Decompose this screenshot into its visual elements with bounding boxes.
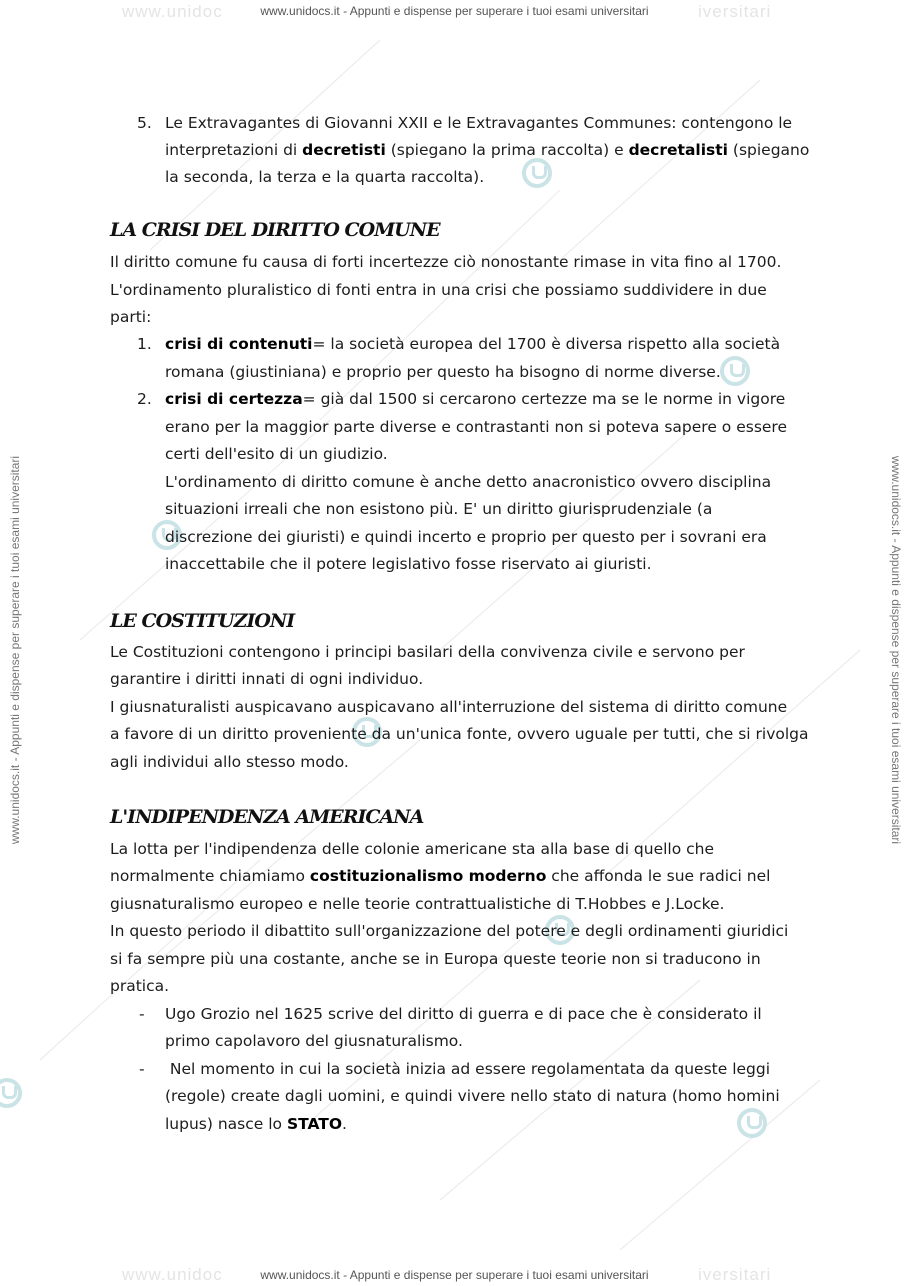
list-item-line: Nel momento in cui la società inizia ad essere regolamentata da queste leggi — [165, 1060, 771, 1078]
list-item-line: discrezione dei giuristi) e quindi incerto e proprio per questo per i sovrani era — [165, 528, 767, 546]
list-item-line: situazioni irreali che non esistono più. E' un diritto giurisprudenziale (a — [165, 500, 713, 518]
list-marker: 2. — [137, 390, 152, 408]
bold-term: decretisti — [302, 141, 386, 159]
watermark-ghost-left: www.unidoc — [122, 1265, 223, 1284]
list-item-line: inaccettabile che il potere legislativo fosse riservato ai giuristi. — [165, 555, 652, 573]
list-item-line: certi dell'esito di un giudizio. — [165, 445, 388, 463]
list-item-line: interpretazioni di decretisti (spiegano la prima raccolta) e decretalisti (spiegano — [165, 141, 810, 159]
section-heading: LE COSTITUZIONI — [110, 610, 295, 632]
list-item-line: romana (giustiniana) e proprio per questo ha bisogno di norme diverse. — [165, 363, 721, 381]
bold-term: decretalisti — [628, 141, 728, 159]
watermark-bottom: www.unidocs.it - Appunti e dispense per superare i tuoi esami universitari — [260, 1268, 649, 1282]
unidocs-logo-icon — [720, 356, 750, 386]
watermark-ghost-left: www.unidoc — [122, 2, 223, 21]
list-item-line: lupus) nasce lo STATO. — [165, 1115, 347, 1133]
list-item-line: Le Extravagantes di Giovanni XXII e le Extravagantes Communes: contengono le — [165, 114, 793, 132]
paragraph-line: In questo periodo il dibattito sull'organizzazione del potere e degli ordinamenti giuridici — [110, 922, 789, 940]
list-item-line: Ugo Grozio nel 1625 scrive del diritto di guerra e di pace che è considerato il — [165, 1005, 762, 1023]
paragraph-line: Le Costituzioni contengono i principi basilari della convivenza civile e servono per — [110, 643, 745, 661]
list-item-line: crisi di contenuti= la società europea del 1700 è diversa rispetto alla società — [165, 335, 781, 353]
paragraph-line: Il diritto comune fu causa di forti incertezze ciò nonostante rimase in vita fino al 1700. — [110, 253, 782, 271]
list-item-line: primo capolavoro del giusnaturalismo. — [165, 1032, 463, 1050]
paragraph-line: pratica. — [110, 977, 170, 995]
paragraph-line: giusnaturalismo europeo e nelle teorie contrattualistiche di T.Hobbes e J.Locke. — [110, 895, 725, 913]
paragraph-line: agli individui allo stesso modo. — [110, 753, 349, 771]
list-item-line: L'ordinamento di diritto comune è anche detto anacronistico ovvero disciplina — [165, 473, 772, 491]
list-marker: 5. — [137, 114, 152, 132]
watermark-ghost-right: iversitari — [698, 1265, 772, 1284]
watermark-left: www.unidocs.it - Appunti e dispense per superare i tuoi esami universitari — [8, 455, 22, 845]
watermark-ghost-right: iversitari — [698, 2, 772, 21]
list-item-line: crisi di certezza= già dal 1500 si cercarono certezze ma se le norme in vigore — [165, 390, 786, 408]
bold-term: crisi di certezza — [165, 390, 303, 408]
bold-term: costituzionalismo moderno — [309, 867, 547, 885]
paragraph-line: normalmente chiamiamo costituzionalismo moderno che affonda le sue radici nel — [110, 867, 771, 885]
list-item-line: erano per la maggior parte diverse e contrastanti non si poteva sapere o essere — [165, 418, 787, 436]
section-heading: LA CRISI DEL DIRITTO COMUNE — [110, 219, 440, 241]
paragraph-line: si fa sempre più una costante, anche se in Europa queste teorie non si traducono in — [110, 950, 761, 968]
watermark-right: www.unidocs.it - Appunti e dispense per superare i tuoi esami universitari — [889, 455, 903, 845]
list-item-line: la seconda, la terza e la quarta raccolta). — [165, 168, 485, 186]
watermark-top: www.unidocs.it - Appunti e dispense per superare i tuoi esami universitari — [260, 4, 649, 18]
list-item-line: (regole) create dagli uomini, e quindi vivere nello stato di natura (homo homini — [165, 1087, 780, 1105]
bullet-marker: - — [139, 1005, 145, 1023]
paragraph-line: I giusnaturalisti auspicavano auspicavano all'interruzione del sistema di diritto comune — [110, 698, 788, 716]
paragraph-line: garantire i diritti innati di ogni individuo. — [110, 670, 424, 688]
paragraph-line: La lotta per l'indipendenza delle colonie americane sta alla base di quello che — [110, 840, 715, 858]
bullet-marker: - — [139, 1060, 145, 1078]
paragraph-line: parti: — [110, 308, 152, 326]
list-marker: 1. — [137, 335, 152, 353]
bold-term: STATO — [286, 1115, 343, 1133]
section-heading: L'INDIPENDENZA AMERICANA — [110, 806, 424, 828]
paragraph-line: L'ordinamento pluralistico di fonti entra in una crisi che possiamo suddividere in due — [110, 281, 767, 299]
unidocs-logo-icon — [737, 1108, 767, 1138]
paragraph-line: a favore di un diritto proveniente da un'unica fonte, ovvero uguale per tutti, che si rivolga — [110, 725, 809, 743]
bold-term: crisi di contenuti — [165, 335, 313, 353]
